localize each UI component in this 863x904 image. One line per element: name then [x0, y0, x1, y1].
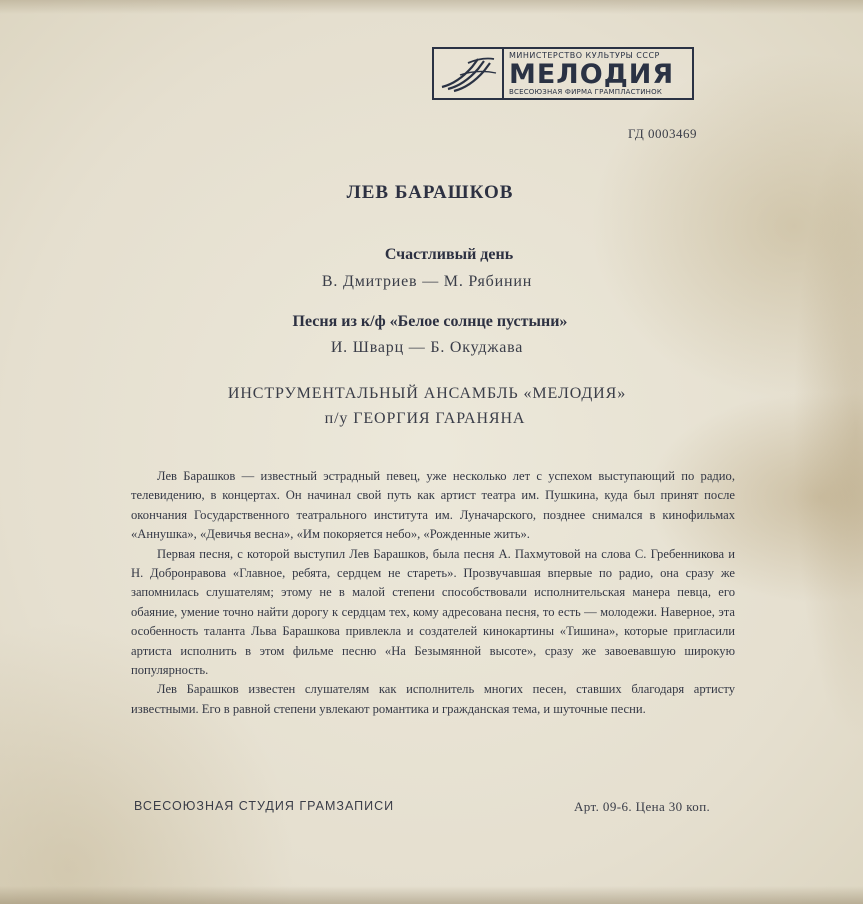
melodiya-logo — [432, 47, 694, 100]
artist-name: ЛЕВ БАРАШКОВ — [346, 182, 514, 203]
logo-text — [504, 51, 692, 97]
ensemble-conductor: п/у ГЕОРГИЯ ГАРАНЯНА — [324, 410, 526, 427]
song-credits: В. Дмитриев — М. Рябинин — [321, 273, 533, 290]
studio-name: ВСЕСОЮЗНАЯ СТУДИЯ ГРАМЗАПИСИ — [134, 799, 395, 813]
ensemble-name: ИНСТРУМЕНТАЛЬНЫЙ АНСАМБЛЬ «МЕЛОДИЯ» — [227, 385, 627, 402]
logo-ministry: МИНИСТЕРСТВО КУЛЬТУРЫ СССР — [509, 50, 660, 60]
paper-edge-bottom — [0, 886, 863, 904]
bio-paragraph: Первая песня, с которой выступил Лев Барашков, была песня А. Пахмутовой на слова С. Гребенникова и Н. Добронравова «Главное, ребята, сердцем не стареть». Прозвучавшая впервые по радио, она сразу же запомнилась слушателям; этому не в малой степени способствовали исполнительская манера певца, его обаяние, умение точно найти дорогу к сердцам тех, кому адресована песня, то есть — молодежи. Наверное, эта особенность таланта Льва Барашкова привлекла и создателей кинокартины «Тишина», которые пригласили артиста исполнить в этом фильме песню «На Безымянной высоте», сразу же завоевавшую широкую популярность. — [131, 546, 735, 678]
logo-brand: МЕЛОДИЯ — [509, 58, 675, 90]
song-credits: И. Шварц — Б. Окуджава — [330, 339, 524, 356]
catalog-number: ГД 0003469 — [628, 126, 697, 141]
logo-firm: ВСЕСОЮЗНАЯ ФИРМА ГРАМПЛАСТИНОК — [509, 87, 663, 96]
artist-biography — [131, 467, 735, 719]
song-title: Песня из к/ф «Белое солнце пустыни» — [292, 313, 568, 330]
paper-stain-right — [793, 120, 863, 740]
bio-paragraph: Лев Барашков известен слушателям как исполнитель многих песен, ставших благодаря артисту известными. Его в равной степени увлекают романтика и гражданская тема, и шуточные песни. — [131, 682, 735, 716]
price-label: Арт. 09-6. Цена 30 коп. — [574, 799, 711, 814]
paper-edge-top — [0, 0, 863, 14]
song-title: Счастливый день — [384, 246, 514, 263]
melodiya-emblem-icon — [434, 49, 504, 98]
bio-paragraph: Лев Барашков — известный эстрадный певец, уже несколько лет с успехом выступающий по радио, телевидению, в концертах. Он начинал свой путь как артист театра им. Пушкина, куда был принят после окончания Государственного театрального института им. Луначарского, позднее снимался в кинофильмах «Аннушка», «Девичья весна», «Им покоряется небо», «Рожденные жить». — [131, 469, 735, 542]
